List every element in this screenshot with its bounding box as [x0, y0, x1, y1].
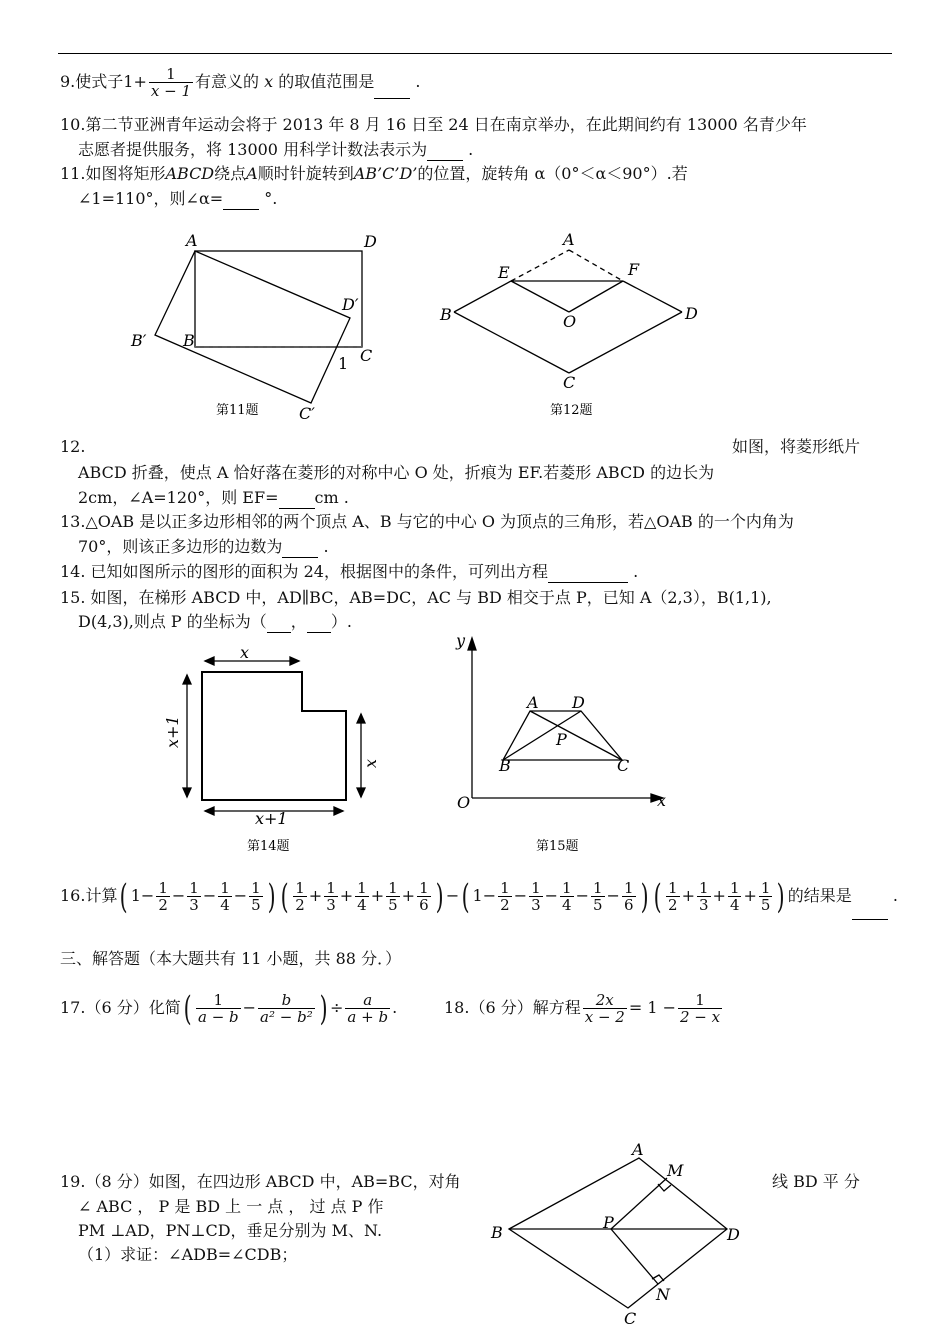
- label-C: C: [624, 1309, 637, 1328]
- figure-15-labels: [455, 631, 666, 854]
- label-top-x: x: [240, 643, 250, 662]
- label-right-x: x: [361, 758, 380, 768]
- label-A: A: [563, 230, 575, 249]
- label-B: B: [499, 756, 511, 775]
- question-10-line1: 10.第二节亚洲青年运动会将于 2013 年 8 月 16 日至 24 日在南京举办，在此期间约有 13000 名青少年: [60, 115, 807, 134]
- caption-fig-11: 第11题: [216, 403, 259, 418]
- label-N: N: [656, 1285, 670, 1304]
- label-C: C: [563, 373, 576, 392]
- label-B: B: [491, 1223, 503, 1242]
- label-C: C: [360, 346, 373, 365]
- answer-blank-y: [307, 632, 331, 633]
- question-19-line2: ∠ ABC ， P 是 BD 上 一 点 ， 过 点 P 作: [78, 1197, 384, 1216]
- label-O: O: [563, 312, 577, 331]
- label-angle-1: 1: [338, 354, 349, 373]
- question-19-line3: PM ⊥AD，PN⊥CD，垂足分别为 M、N.: [78, 1221, 383, 1240]
- question-15-line1: 15. 如图，在梯形 ABCD 中，AD∥BC，AB=DC，AC 与 BD 相交于点 P，已知 A（2,3），B(1,1),: [60, 588, 772, 607]
- question-12-line2: ABCD 折叠，使点 A 恰好落在菱形的对称中心 O 处，折痕为 EF.若菱形 ABCD 的边长为: [78, 463, 715, 482]
- figure-19: [509, 1158, 727, 1308]
- question-13-line1: 13.△OAB 是以正多边形相邻的两个顶点 A、B 与它的中心 O 为顶点的三角形，若△OAB 的一个内角为: [60, 512, 794, 531]
- caption-fig-15: 第15题: [536, 839, 579, 854]
- q9-fraction: $\frac{1}{x - 1}$: [150, 65, 191, 100]
- label-A: A: [632, 1140, 644, 1159]
- caption-fig-12: 第12题: [550, 403, 593, 418]
- question-12-line1-right: 如图，将菱形纸片: [732, 437, 861, 456]
- label-bottom-x-plus-1: x+1: [255, 809, 288, 828]
- question-18: 18.（6 分）解方程 $\frac{2x}{x - 2}$ = 1 − $\frac{1}{2 - x}$: [444, 991, 721, 1026]
- question-10-line2: 志愿者提供服务，将 13000 用科学计数法表示为 .: [78, 140, 474, 159]
- figure-11-labels: [130, 231, 377, 423]
- question-13-line2: 70°，则该正多边形的边数为 .: [78, 537, 329, 556]
- figure-11: [155, 251, 362, 403]
- label-A: A: [527, 693, 539, 712]
- answer-blank: [852, 919, 888, 920]
- label-D: D: [685, 304, 698, 323]
- question-19-line1: 19.（8 分）如图，在四边形 ABCD 中，AB=BC，对角: [60, 1172, 461, 1191]
- label-E: E: [498, 263, 510, 282]
- figure-14-labels: [163, 643, 380, 854]
- question-15-line2: D(4,3),则点 P 的坐标为（ ， ）.: [78, 612, 352, 631]
- label-Cprime: C′: [299, 404, 315, 423]
- figure-15: [468, 638, 663, 802]
- answer-blank: [282, 557, 318, 558]
- question-16: 16.计算( 1− $\frac{1}{2}$ − $\frac{1}{3}$ − $\frac{1}{4}$ − $\frac{1}{5}$ ) ( $\frac{1}{2}$ + $\frac{1}{3}$ + $\frac{1}{4}$ + $\frac{1}{5}$ + $\frac{1}{6}$ ) −( 1− $\frac{1}{2}$ − $\frac{1}{3}$ − $\frac{1}{4}$ − $\frac{1}{5}$ − $\frac{1}{6}$ ) ( $\frac{1}{2}$ + $\frac{1}{3}$ + $\frac{1}{4}$ + $\frac{1}{5}$ ) 的结果是 .: [60, 872, 898, 920]
- figure-14: [183, 657, 365, 815]
- question-9: 9.使式子1+ $\frac{1}{x - 1}$ 有意义的 x 的取值范围是 .: [60, 65, 421, 100]
- quadrilateral-abcd: [509, 1158, 727, 1308]
- label-D: D: [364, 232, 377, 251]
- label-C: C: [617, 756, 630, 775]
- q9-prefix: 9.使式子: [60, 72, 124, 91]
- question-12-num: 12.: [60, 437, 86, 456]
- label-P: P: [556, 730, 567, 749]
- label-P: P: [603, 1213, 614, 1232]
- section-3-heading: 三、解答题（本大题共有 11 小题，共 88 分．）: [60, 949, 402, 968]
- label-left-x-plus-1: x+1: [163, 715, 182, 748]
- question-12-line3: 2cm，∠A=120°，则 EF= cm .: [78, 488, 349, 507]
- label-y: y: [456, 631, 466, 650]
- rect-abcd-rotated: [155, 251, 350, 403]
- segment-pn: [611, 1229, 658, 1284]
- label-M: M: [667, 1161, 684, 1180]
- question-19-line1-right: 线 BD 平 分: [772, 1172, 860, 1191]
- question-11-line2: ∠1=110°，则∠α= °.: [78, 189, 278, 208]
- label-Bprime: B′: [131, 331, 147, 350]
- label-F: F: [628, 260, 640, 279]
- label-B: B: [183, 331, 195, 350]
- question-19-line4: （1）求证：∠ADB=∠CDB；: [78, 1245, 298, 1264]
- question-17: 17.（6 分）化简( $\frac{1}{a - b}$ − $\frac{b}{\text{a² − b²}}$ ) ÷ $\frac{a}{a + b}$ .: [60, 988, 398, 1029]
- answer-blank: [279, 508, 315, 509]
- label-O: O: [457, 793, 471, 812]
- answer-blank: [548, 582, 628, 583]
- label-Dprime: D′: [342, 295, 359, 314]
- answer-blank-x: [267, 632, 291, 633]
- label-D: D: [727, 1225, 740, 1244]
- question-11-line1: 11.如图将矩形ABCD绕点A顺时针旋转到AB’C’D’的位置，旋转角 α（0°＜α＜90°）.若: [60, 164, 688, 183]
- label-D: D: [572, 693, 585, 712]
- caption-fig-14: 第14题: [247, 839, 290, 854]
- label-A: A: [186, 231, 198, 250]
- label-B: B: [440, 305, 452, 324]
- rect-abcd: [195, 251, 362, 347]
- label-x: x: [657, 791, 667, 810]
- question-14: 14. 已知如图所示的图形的面积为 24，根据图中的条件，可列出方程 .: [60, 562, 639, 581]
